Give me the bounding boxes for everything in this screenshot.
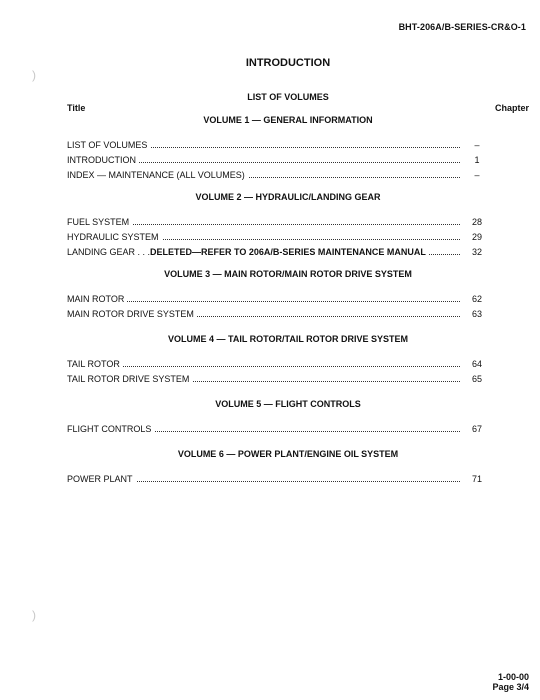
volume-section-3 xyxy=(0,269,540,322)
entry-chapter: 32 xyxy=(471,247,482,257)
entry-chapter: 64 xyxy=(471,359,482,369)
volume-entries xyxy=(0,215,540,260)
dot-leader xyxy=(67,366,460,367)
list-item xyxy=(67,245,487,260)
volume-heading: VOLUME 1 — GENERAL INFORMATION xyxy=(203,115,373,125)
section-number: 1-00-00 xyxy=(497,672,529,682)
volume-section-1 xyxy=(0,115,540,183)
volume-entries xyxy=(0,292,540,322)
volume-heading: VOLUME 5 — FLIGHT CONTROLS xyxy=(215,399,361,409)
volume-entries xyxy=(0,357,540,387)
list-item xyxy=(67,357,487,372)
list-item xyxy=(67,230,487,245)
volume-section-2 xyxy=(0,192,540,260)
volume-heading: VOLUME 4 — TAIL ROTOR/TAIL ROTOR DRIVE SYSTEM xyxy=(167,334,409,344)
entry-chapter: 65 xyxy=(471,374,482,384)
list-title: LIST OF VOLUMES xyxy=(247,92,329,102)
entry-chapter: 71 xyxy=(471,474,482,484)
list-item xyxy=(67,138,487,153)
page-number: Page 3/4 xyxy=(492,682,529,692)
volume-section-4 xyxy=(0,334,540,387)
volume-heading: VOLUME 3 — MAIN ROTOR/MAIN ROTOR DRIVE SYSTEM xyxy=(164,269,412,279)
entry-title: LIST OF VOLUMES xyxy=(67,138,150,153)
entry-title: TAIL ROTOR xyxy=(67,357,123,372)
entry-chapter: – xyxy=(474,140,480,150)
list-item xyxy=(67,215,487,230)
entry-title: HYDRAULIC SYSTEM xyxy=(67,230,162,245)
entry-chapter: 1 xyxy=(474,155,480,165)
entry-chapter: – xyxy=(474,170,480,180)
entry-title: POWER PLANT xyxy=(67,472,136,487)
list-item xyxy=(67,372,487,387)
list-item xyxy=(67,292,487,307)
entry-title xyxy=(67,245,429,260)
list-item xyxy=(67,472,487,487)
margin-mark: ) xyxy=(32,608,36,622)
list-item xyxy=(67,153,487,168)
entry-title-text: LANDING GEAR . . . xyxy=(67,247,151,257)
entry-title: FLIGHT CONTROLS xyxy=(67,422,154,437)
page-footer xyxy=(492,672,529,692)
entry-title: INDEX — MAINTENANCE (ALL VOLUMES) xyxy=(67,168,248,183)
volume-section-5 xyxy=(0,399,540,437)
entry-title: FUEL SYSTEM xyxy=(67,215,132,230)
entry-title: INTRODUCTION xyxy=(67,153,139,168)
entry-chapter: 62 xyxy=(471,294,482,304)
volume-heading: VOLUME 6 — POWER PLANT/ENGINE OIL SYSTEM xyxy=(177,449,399,459)
volume-entries xyxy=(0,422,540,437)
document-number: BHT-206A/B-SERIES-CR&O-1 xyxy=(398,22,526,32)
column-header-chapter: Chapter xyxy=(494,103,529,113)
entry-title: MAIN ROTOR DRIVE SYSTEM xyxy=(67,307,197,322)
entry-chapter: 29 xyxy=(471,232,482,242)
page-title: INTRODUCTION xyxy=(245,57,331,69)
list-item xyxy=(67,422,487,437)
entry-title: MAIN ROTOR xyxy=(67,292,127,307)
volume-entries xyxy=(0,138,540,183)
entry-chapter: 67 xyxy=(471,424,482,434)
volume-heading: VOLUME 2 — HYDRAULIC/LANDING GEAR xyxy=(195,192,381,202)
volume-entries xyxy=(0,472,540,487)
entry-chapter: 63 xyxy=(471,309,482,319)
list-item xyxy=(67,307,487,322)
volume-section-6 xyxy=(0,449,540,487)
entry-note: DELETED—REFER TO 206A/B-SERIES MAINTENANCE MANUAL xyxy=(150,247,426,257)
entry-chapter: 28 xyxy=(471,217,482,227)
list-item xyxy=(67,168,487,183)
margin-mark: ) xyxy=(32,68,36,82)
entry-title: TAIL ROTOR DRIVE SYSTEM xyxy=(67,372,192,387)
column-header-title: Title xyxy=(67,103,86,113)
